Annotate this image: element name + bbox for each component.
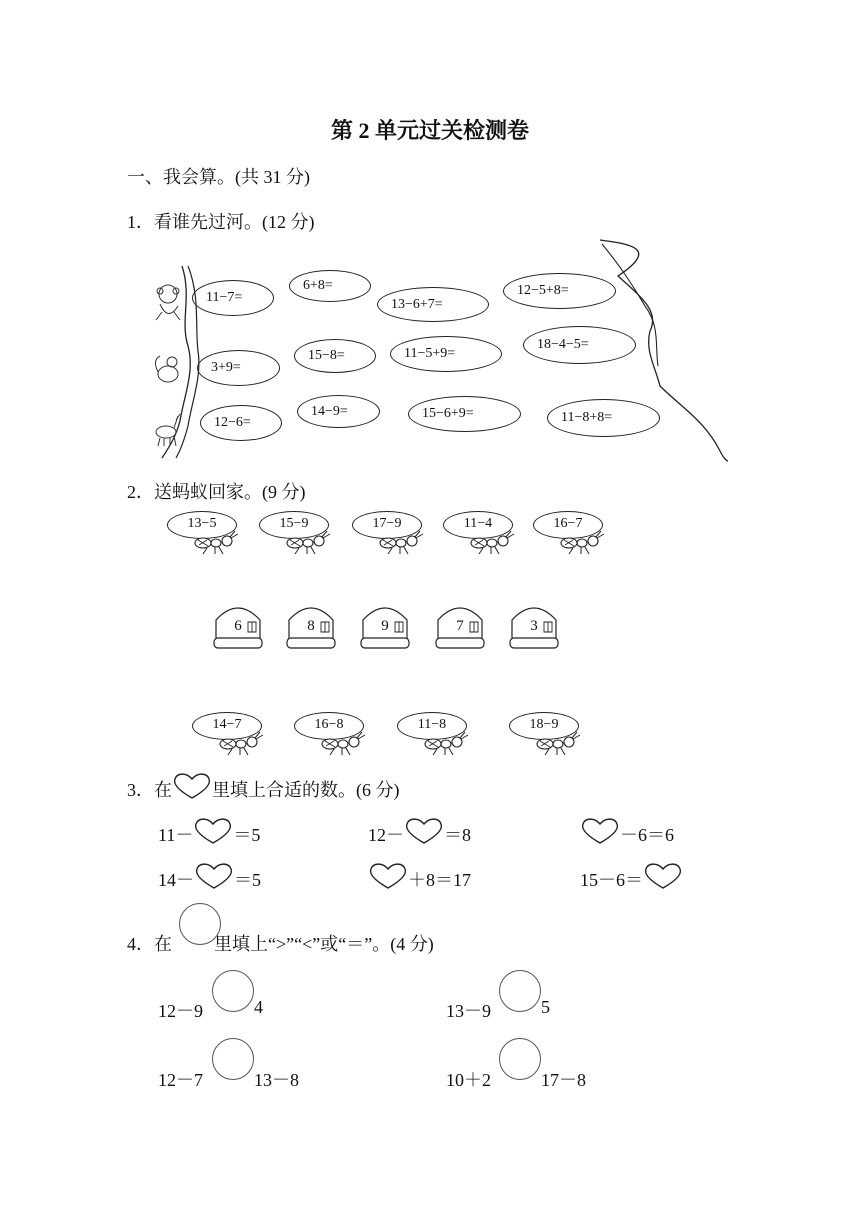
monkey-icon xyxy=(150,282,186,324)
house-number: 6 xyxy=(234,618,242,634)
expression-oval: 11−7= xyxy=(192,280,274,316)
house xyxy=(212,600,264,652)
ant-card xyxy=(259,511,359,559)
house-number: 9 xyxy=(381,618,389,634)
fill-heart-equation: 12－ ＝8 xyxy=(368,817,471,847)
ant-expression-oval: 17−9 xyxy=(352,511,422,539)
fill-heart-equation: 14－ ＝5 xyxy=(158,862,261,892)
fill-heart-equation: ＋8＝17 xyxy=(368,862,471,892)
ant-card xyxy=(294,712,394,760)
expression-oval: 11−5+9= xyxy=(390,336,502,372)
ant-expression-oval: 11−8 xyxy=(397,712,467,740)
expression-oval: 18−4−5= xyxy=(523,326,636,364)
ant-expression-oval: 18−9 xyxy=(509,712,579,740)
house-number: 3 xyxy=(530,618,538,634)
house xyxy=(434,600,486,652)
ant-expression-oval: 16−8 xyxy=(294,712,364,740)
compare-right: 4 xyxy=(254,997,263,1017)
ant-card xyxy=(533,511,633,559)
house-number: 8 xyxy=(307,618,315,634)
expression-oval: 15−8= xyxy=(294,339,376,373)
expression-oval: 12−5+8= xyxy=(503,273,616,309)
deer-icon xyxy=(148,410,184,446)
ant-expression-oval: 15−9 xyxy=(259,511,329,539)
ant-expression-oval: 11−4 xyxy=(443,511,513,539)
squirrel-icon xyxy=(150,352,186,388)
house-number: 7 xyxy=(456,618,464,634)
ant-card xyxy=(167,511,267,559)
compare-left: 12－9 xyxy=(158,1001,203,1021)
fill-heart-equation: 11－ ＝5 xyxy=(158,817,260,847)
ant-icon xyxy=(469,529,519,555)
heart-icon[interactable] xyxy=(580,817,620,845)
house xyxy=(285,600,337,652)
compare-circle[interactable] xyxy=(499,1038,541,1080)
expression-oval: 6+8= xyxy=(289,270,371,302)
circle-icon xyxy=(179,903,221,945)
ant-card xyxy=(352,511,452,559)
expression-oval: 12−6= xyxy=(200,405,282,441)
heart-icon[interactable] xyxy=(193,817,233,845)
compare-circle[interactable] xyxy=(499,970,541,1012)
heart-icon[interactable] xyxy=(368,862,408,890)
ant-card xyxy=(509,712,609,760)
expression-oval: 3+9= xyxy=(197,350,280,386)
heart-icon xyxy=(172,772,212,800)
ant-icon xyxy=(285,529,335,555)
ant-icon xyxy=(535,730,585,756)
compare-right: 17－8 xyxy=(541,1070,586,1090)
fill-heart-equation: －6＝6 xyxy=(580,817,674,847)
ant-expression-oval: 13−5 xyxy=(167,511,237,539)
house xyxy=(359,600,411,652)
heart-icon[interactable] xyxy=(404,817,444,845)
compare-left: 12－7 xyxy=(158,1070,203,1090)
expression-oval: 15−6+9= xyxy=(408,396,521,432)
ant-icon xyxy=(559,529,609,555)
ant-icon xyxy=(423,730,473,756)
question-3-label: 3．在 里填上合适的数。(6 分) xyxy=(127,772,400,802)
ant-icon xyxy=(378,529,428,555)
ant-icon xyxy=(193,529,243,555)
ant-icon xyxy=(320,730,370,756)
ant-card xyxy=(443,511,543,559)
compare-right: 5 xyxy=(541,997,550,1017)
expression-oval: 11−8+8= xyxy=(547,399,660,437)
fill-heart-equation: 15－6＝ xyxy=(580,862,683,892)
heart-icon[interactable] xyxy=(194,862,234,890)
expression-oval: 14−9= xyxy=(297,395,380,428)
compare-circle[interactable] xyxy=(212,1038,254,1080)
section-1-heading: 一、我会算。(共 31 分) xyxy=(127,167,310,187)
question-1-label: 1．看谁先过河。(12 分) xyxy=(127,212,315,232)
page-title: 第 2 单元过关检测卷 xyxy=(330,118,529,143)
ant-expression-oval: 16−7 xyxy=(533,511,603,539)
compare-circle[interactable] xyxy=(212,970,254,1012)
house xyxy=(508,600,560,652)
compare-right: 13－8 xyxy=(254,1070,299,1090)
ant-card xyxy=(397,712,497,760)
question-4-label: 4．在 里填上“>”“<”或“＝”。(4 分) xyxy=(127,934,434,954)
ant-icon xyxy=(218,730,268,756)
expression-oval: 13−6+7= xyxy=(377,287,489,322)
heart-icon[interactable] xyxy=(643,862,683,890)
compare-left: 10＋2 xyxy=(446,1070,491,1090)
question-2-label: 2．送蚂蚁回家。(9 分) xyxy=(127,482,306,502)
ant-expression-oval: 14−7 xyxy=(192,712,262,740)
compare-left: 13－9 xyxy=(446,1001,491,1021)
ant-card xyxy=(192,712,292,760)
